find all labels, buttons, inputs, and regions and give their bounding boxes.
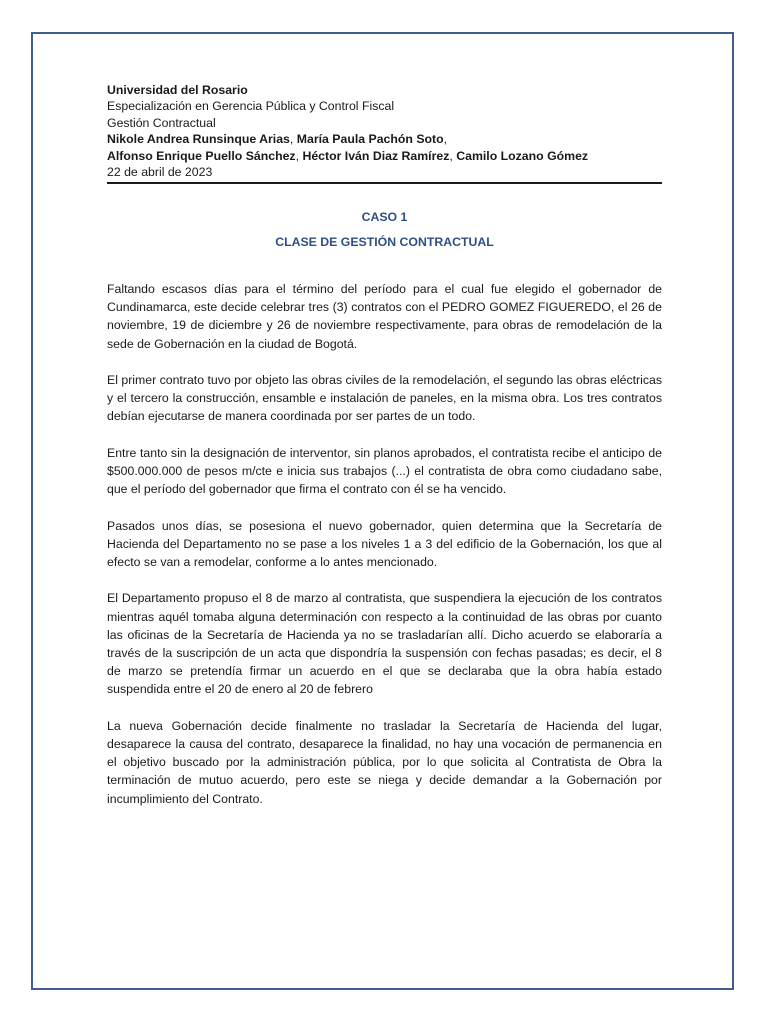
author-name: Nikole Andrea Runsinque Arias	[107, 132, 290, 147]
document-title-heading: CLASE DE GESTIÓN CONTRACTUAL	[275, 235, 494, 249]
course-name: Gestión Contractual	[107, 115, 216, 130]
document-header	[107, 82, 662, 180]
body-paragraph: La nueva Gobernación decide finalmente no trasladar la Secretaría de Hacienda del lugar, desaparece la causa del contrato, desaparece la finalidad, no hay una vocación de permanencia en el objetivo buscado por la administración pública, por lo que solicita al Contratista de Obra la terminación de mutuo acuerdo, pero este se niega y decide demandar a la Gobernación por incumplimiento del Contrato.	[107, 718, 662, 806]
header-divider	[107, 182, 662, 184]
author-separator: ,	[449, 148, 457, 163]
document-date: 22 de abril de 2023	[107, 165, 213, 180]
authors-line-2	[107, 148, 662, 164]
program-name: Especialización en Gerencia Pública y Control Fiscal	[107, 99, 395, 114]
author-name: Alfonso Enrique Puello Sánchez	[107, 148, 296, 163]
body-paragraph: Pasados unos días, se posesiona el nuevo gobernador, quien determina que la Secretaría de Hacienda del Departamento no se pase a los niveles 1 a 3 del edificio de la Gobernación, los que al efecto se van a remodelar, conforme a lo antes mencionado.	[107, 518, 662, 569]
body-paragraph: El primer contrato tuvo por objeto las obras civiles de la remodelación, el segundo las obras eléctricas y el tercero la construcción, ensamble e instalación de paneles, en la misma obra. Los tres contratos debían ejecutarse de manera coordinada por ser partes de un todo.	[107, 373, 663, 424]
author-name: María Paula Pachón Soto	[296, 132, 444, 147]
body-paragraph: El Departamento propuso el 8 de marzo al contratista, que suspendiera la ejecución de los contratos mientras aquél tomaba alguna determinación con respecto a la continuidad de las obras por cuanto las oficinas de la Secretaría de Hacienda ya no se trasladarían allí. Dicho acuerdo se elaboraría a través de la suscripción de un acta que dispondría la suspensión con fechas pasadas; es decir, el 8 de marzo se pretendía firmar un acuerdo en el que se declaraba que la obra había estado suspendida entre el 20 de enero al 20 de febrero	[107, 591, 662, 697]
author-name: Camilo Lozano Gómez	[456, 148, 589, 163]
authors-line-1	[107, 131, 662, 147]
document-body	[107, 280, 662, 826]
case-number-heading: CASO 1	[361, 210, 408, 224]
institution-name: Universidad del Rosario	[107, 83, 248, 97]
author-separator: ,	[295, 148, 303, 163]
body-paragraph: Entre tanto sin la designación de interventor, sin planos aprobados, el contratista recibe el anticipo de $500.000.000 de pesos m/cte e inicia sus trabajos (...) el contratista de obra como ciudadano sabe, que el período del gobernador que firma el contrato con él se ha vencido.	[107, 445, 662, 497]
author-separator: ,	[443, 132, 448, 147]
author-name: Héctor Iván Diaz Ramírez	[302, 148, 450, 163]
body-paragraph: Faltando escasos días para el término del período para el cual fue elegido el gobernador de Cundinamarca, este decide celebrar tres (3) contratos con el PEDRO GOMEZ FIGUEREDO, el 26 de noviembre, 19 de diciembre y 26 de noviembre respectivamente, para obras de remodelación de la sede de Gobernación en la ciudad de Bogotá.	[107, 282, 662, 351]
author-separator: ,	[289, 132, 297, 147]
